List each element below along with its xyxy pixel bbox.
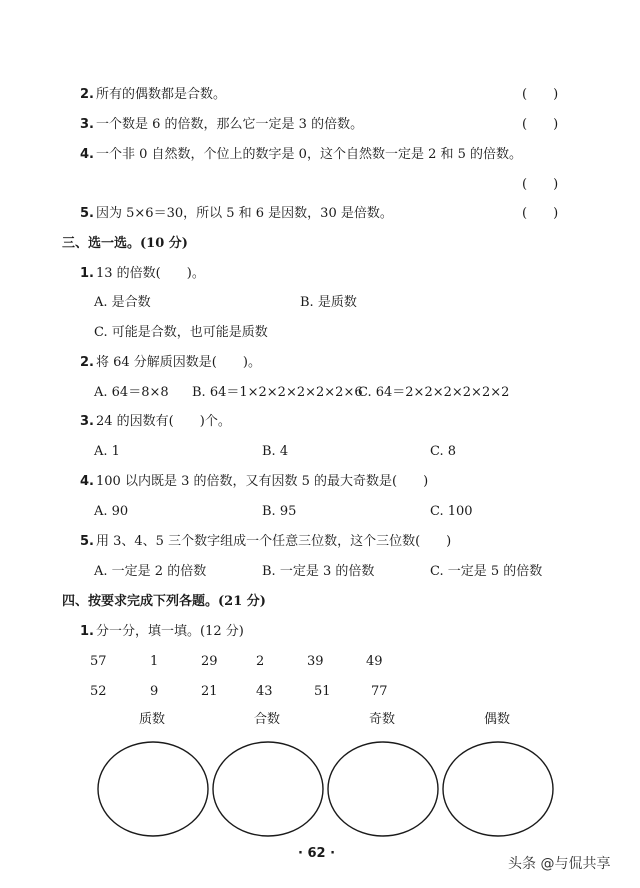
number-item: 43 <box>256 684 273 699</box>
option-b[interactable]: B. 是质数 <box>300 295 357 310</box>
item-text: 因为 5×6＝30，所以 5 和 6 是因数，30 是倍数。 <box>96 206 393 221</box>
number-item: 51 <box>314 684 331 699</box>
page-number: · 62 · <box>298 846 336 861</box>
item-text: 所有的偶数都是合数。 <box>96 87 227 102</box>
option-b[interactable]: B. 64＝1×2×2×2×2×2×6 <box>192 385 363 400</box>
oval-composite[interactable] <box>213 742 323 836</box>
option-a[interactable]: A. 一定是 2 的倍数 <box>94 564 207 579</box>
number-item: 39 <box>307 654 324 669</box>
item-number: 3. <box>80 117 94 132</box>
oval-odd[interactable] <box>328 742 438 836</box>
question-number: 5. <box>80 534 94 549</box>
number-item: 57 <box>90 654 107 669</box>
number-item: 9 <box>150 684 159 699</box>
option-c[interactable]: C. 100 <box>430 504 473 519</box>
answer-paren[interactable]: ( ) <box>522 87 559 102</box>
item-number: 2. <box>80 87 94 102</box>
number-item: 21 <box>201 684 218 699</box>
category-label-even: 偶数 <box>484 712 511 727</box>
question-stem: 100 以内既是 3 的倍数，又有因数 5 的最大奇数是( ) <box>96 474 429 489</box>
oval-prime[interactable] <box>98 742 208 836</box>
category-label-composite: 合数 <box>254 712 281 727</box>
question-number: 1. <box>80 624 94 639</box>
question-stem: 将 64 分解质因数是( )。 <box>96 355 261 370</box>
answer-paren[interactable]: ( ) <box>522 177 559 192</box>
option-b[interactable]: B. 4 <box>262 444 289 459</box>
item-number: 4. <box>80 147 94 162</box>
option-c[interactable]: C. 8 <box>430 444 457 459</box>
item-text: 一个数是 6 的倍数，那么它一定是 3 的倍数。 <box>96 117 364 132</box>
number-item: 29 <box>201 654 218 669</box>
question-number: 1. <box>80 266 94 281</box>
option-a[interactable]: A. 1 <box>94 444 120 459</box>
option-c[interactable]: C. 可能是合数，也可能是质数 <box>94 325 268 340</box>
answer-paren[interactable]: ( ) <box>522 206 559 221</box>
number-item: 77 <box>371 684 388 699</box>
option-a[interactable]: A. 是合数 <box>94 295 151 310</box>
question-stem: 用 3、4、5 三个数字组成一个任意三位数，这个三位数( ) <box>96 534 452 549</box>
question-number: 2. <box>80 355 94 370</box>
number-item: 49 <box>366 654 383 669</box>
question-stem: 分一分，填一填。(12 分) <box>96 624 244 639</box>
oval-even[interactable] <box>443 742 553 836</box>
option-a[interactable]: A. 90 <box>94 504 129 519</box>
option-b[interactable]: B. 一定是 3 的倍数 <box>262 564 375 579</box>
item-number: 5. <box>80 206 94 221</box>
section-title-tasks: 四、按要求完成下列各题。(21 分) <box>62 594 266 609</box>
option-c[interactable]: C. 64＝2×2×2×2×2×2 <box>358 385 510 400</box>
category-label-odd: 奇数 <box>369 712 396 727</box>
option-c[interactable]: C. 一定是 5 的倍数 <box>430 564 543 579</box>
number-item: 1 <box>150 654 159 669</box>
question-stem: 13 的倍数( )。 <box>96 266 205 281</box>
number-item: 52 <box>90 684 107 699</box>
question-number: 4. <box>80 474 94 489</box>
watermark: 头条 @与侃共享 <box>508 856 611 872</box>
question-stem: 24 的因数有( )个。 <box>96 414 231 429</box>
question-number: 3. <box>80 414 94 429</box>
item-text: 一个非 0 自然数，个位上的数字是 0，这个自然数一定是 2 和 5 的倍数。 <box>96 147 523 162</box>
option-a[interactable]: A. 64＝8×8 <box>94 385 169 400</box>
number-item: 2 <box>256 654 265 669</box>
option-b[interactable]: B. 95 <box>262 504 297 519</box>
section-title-choose: 三、选一选。(10 分) <box>62 236 188 251</box>
category-label-prime: 质数 <box>139 712 166 727</box>
answer-paren[interactable]: ( ) <box>522 117 559 132</box>
